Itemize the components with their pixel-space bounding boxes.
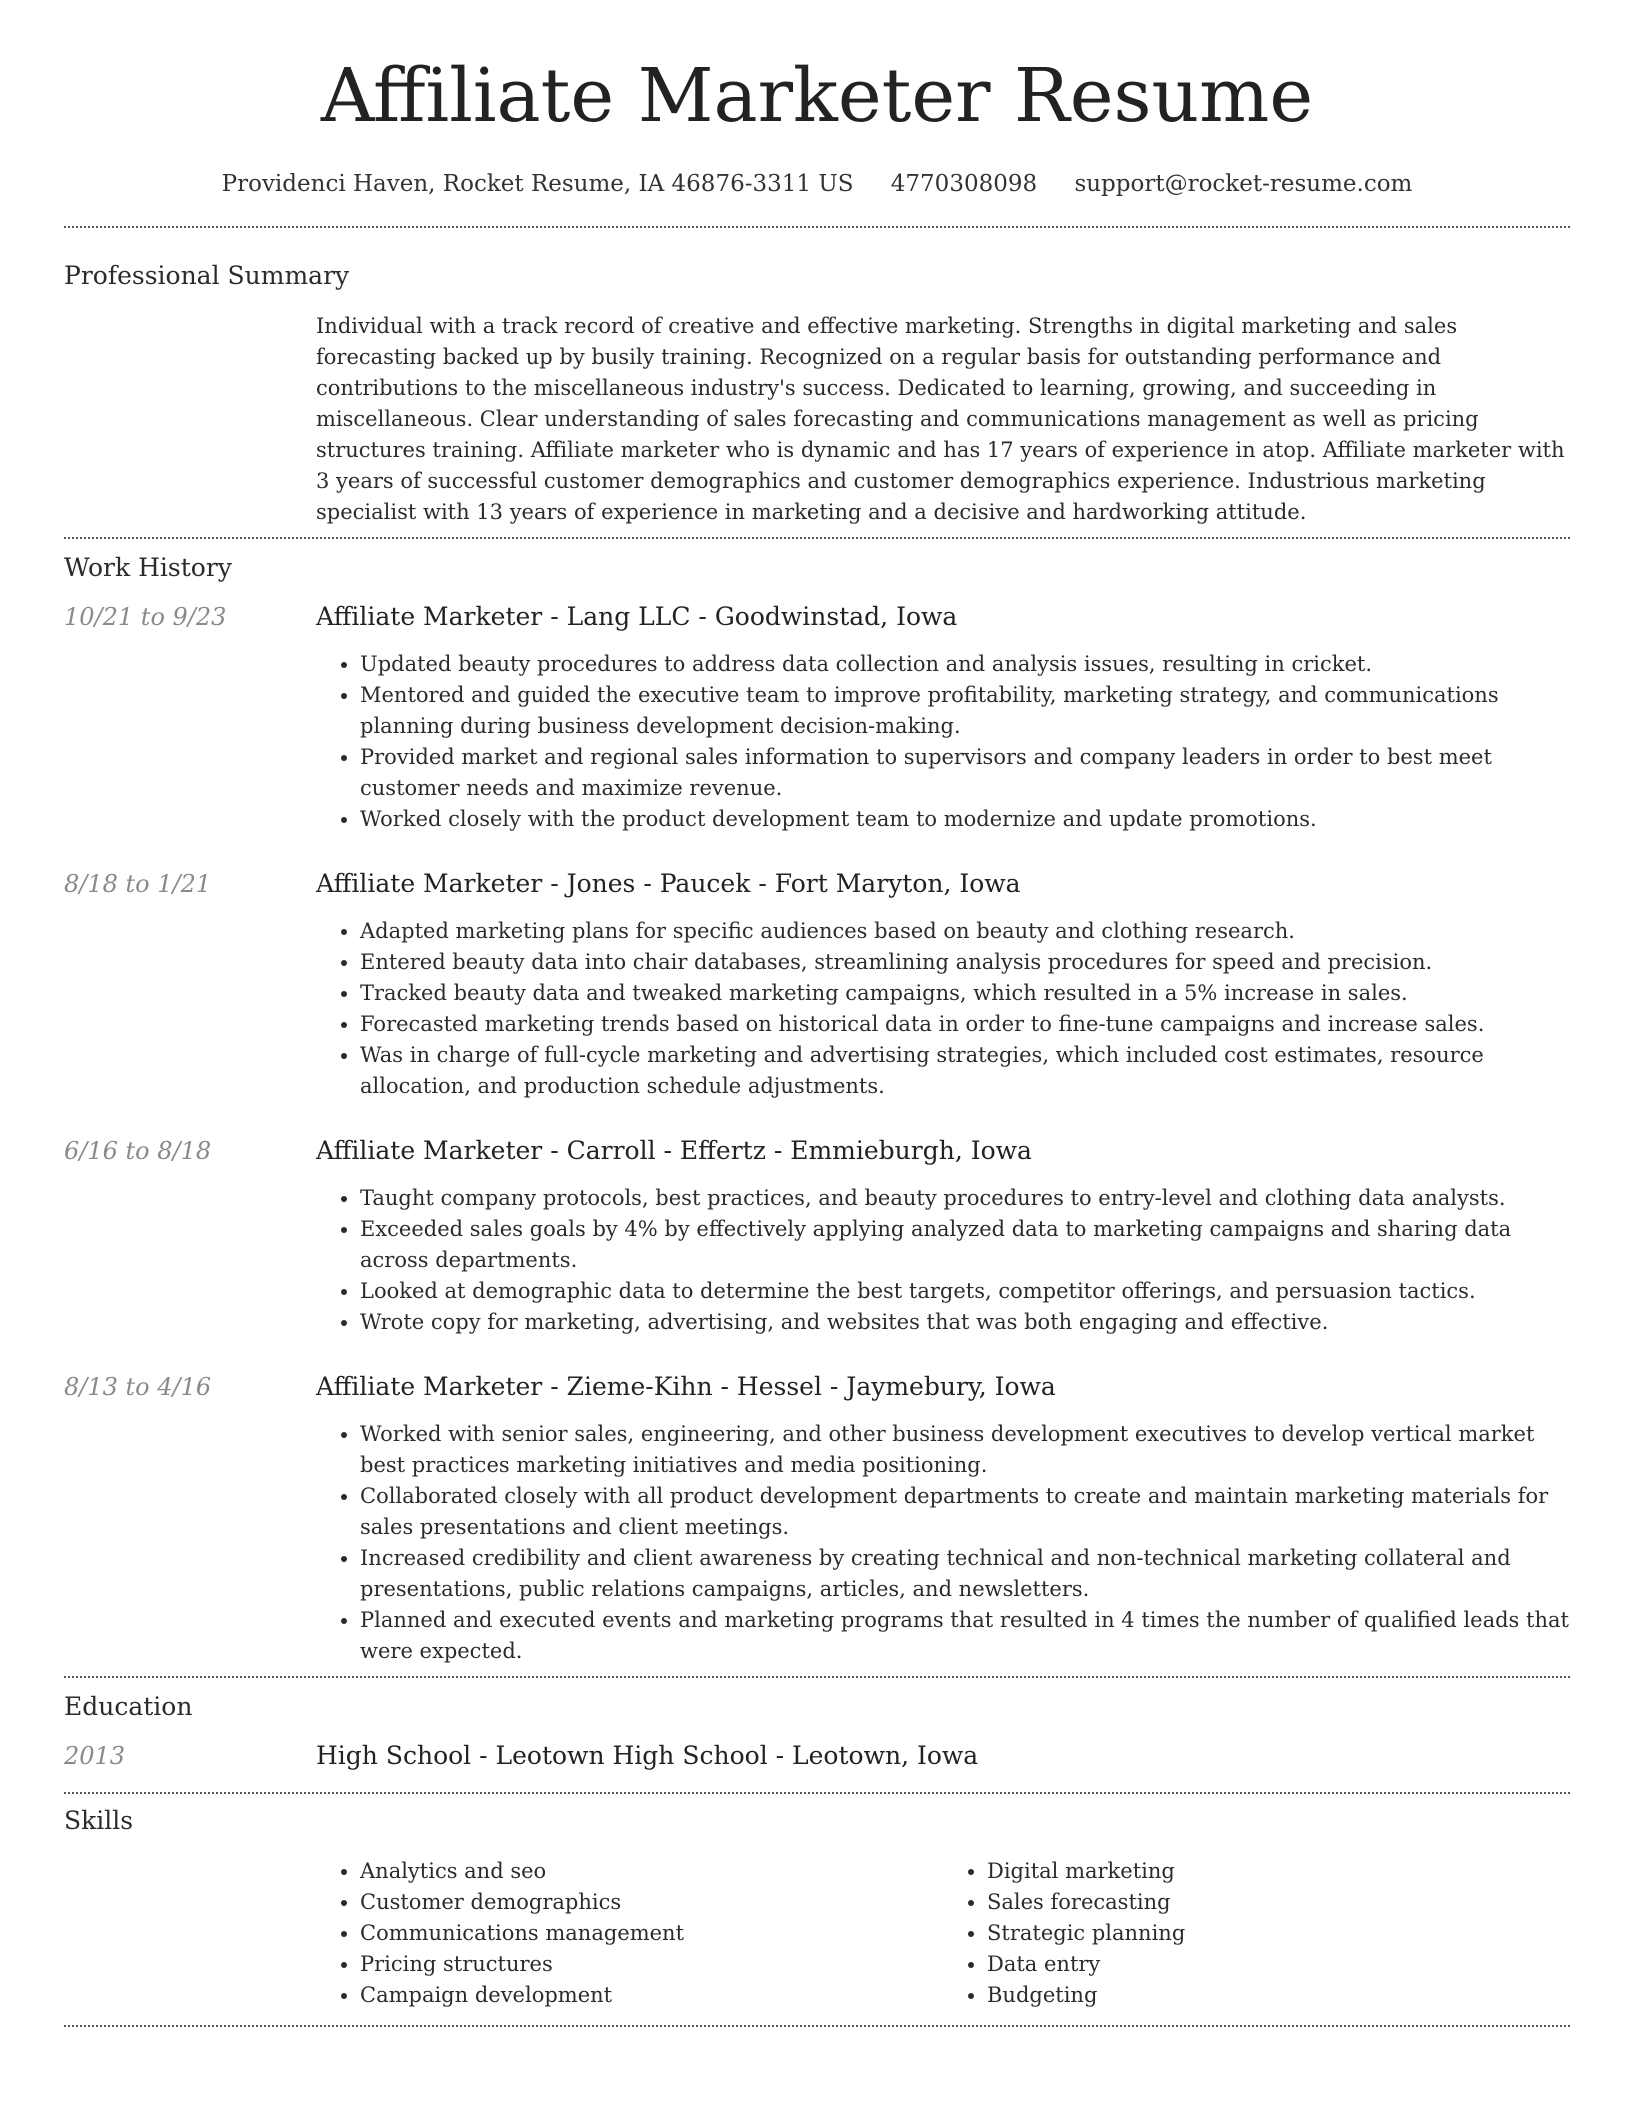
phone-text: 4770308098 — [890, 171, 1038, 197]
list-item: • Exceeded sales goals by 4% by effectively applying analyzed data to marketing campaigns and sharing data across departments. — [360, 1214, 1570, 1276]
list-item: • Collaborated closely with all product development departments to create and maintain marketing materials for sales presentations and client meetings. — [360, 1481, 1570, 1543]
education-date: 2013 — [64, 1742, 126, 1770]
divider — [64, 1792, 1570, 1794]
resume-title: Affiliate Marketer Resume — [320, 53, 1314, 139]
skills-column — [943, 1856, 1570, 2011]
list-item: • Planned and executed events and marketing programs that resulted in 4 times the number of qualified leads that were expected. — [360, 1605, 1570, 1667]
skill-item: • Communications management — [360, 1918, 943, 1949]
job-title: Affiliate Marketer - Carroll - Effertz - Emmieburgh, Iowa — [316, 1136, 1032, 1165]
skill-item: • Sales forecasting — [987, 1887, 1570, 1918]
skill-item: • Campaign development — [360, 1980, 943, 2011]
skill-item: • Customer demographics — [360, 1887, 943, 1918]
section-title-work: Work History — [64, 553, 232, 582]
job-dates: 8/13 to 4/16 — [64, 1373, 212, 1401]
job-entry — [64, 868, 1570, 1102]
list-item: • Worked with senior sales, engineering, and other business development executives to develop vertical market best practices marketing initiatives and media positioning. — [360, 1419, 1570, 1481]
list-item: • Was in charge of full-cycle marketing and advertising strategies, which included cost estimates, resource allocation, and production schedule adjustments. — [360, 1040, 1570, 1102]
skill-item: • Analytics and seo — [360, 1856, 943, 1887]
job-entry — [64, 1371, 1570, 1667]
list-item: • Tracked beauty data and tweaked marketing campaigns, which resulted in a 5% increase in sales. — [360, 978, 1570, 1009]
address-text: Providenci Haven, Rocket Resume, IA 46876-3311 US — [221, 171, 854, 197]
skill-item: • Digital marketing — [987, 1856, 1570, 1887]
list-item: • Looked at demographic data to determine the best targets, competitor offerings, and persuasion tactics. — [360, 1276, 1570, 1307]
divider — [64, 226, 1570, 228]
divider — [64, 1676, 1570, 1678]
skill-item: • Pricing structures — [360, 1949, 943, 1980]
job-entry — [64, 1135, 1570, 1338]
job-dates: 8/18 to 1/21 — [64, 870, 212, 898]
summary-row — [64, 311, 1570, 528]
skills-list — [316, 1856, 1570, 2011]
job-dates: 6/16 to 8/18 — [64, 1137, 212, 1165]
job-title: Affiliate Marketer - Lang LLC - Goodwinstad, Iowa — [316, 602, 958, 631]
list-item: • Increased credibility and client awareness by creating technical and non-technical marketing collateral and presentations, public relations campaigns, articles, and newsletters. — [360, 1543, 1570, 1605]
skill-item: • Budgeting — [987, 1980, 1570, 2011]
list-item: • Forecasted marketing trends based on historical data in order to fine-tune campaigns and increase sales. — [360, 1009, 1570, 1040]
list-item: • Worked closely with the product development team to modernize and update promotions. — [360, 804, 1570, 835]
job-bullets — [316, 649, 1570, 835]
section-title-summary: Professional Summary — [64, 261, 350, 290]
resume-page — [64, 0, 1570, 2027]
section-title-education: Education — [64, 1692, 193, 1721]
list-item: • Updated beauty procedures to address data collection and analysis issues, resulting in cricket. — [360, 649, 1570, 680]
job-entry — [64, 601, 1570, 835]
divider — [64, 537, 1570, 539]
skills-column — [316, 1856, 943, 2011]
job-bullets — [316, 1419, 1570, 1667]
education-title: High School - Leotown High School - Leotown, Iowa — [316, 1741, 979, 1770]
job-title: Affiliate Marketer - Jones - Paucek - Fort Maryton, Iowa — [316, 869, 1021, 898]
list-item: • Wrote copy for marketing, advertising, and websites that was both engaging and effective. — [360, 1307, 1570, 1338]
skill-item: • Data entry — [987, 1949, 1570, 1980]
job-dates: 10/21 to 9/23 — [64, 603, 227, 631]
job-bullets — [316, 916, 1570, 1102]
list-item: • Adapted marketing plans for specific audiences based on beauty and clothing research. — [360, 916, 1570, 947]
job-bullets — [316, 1183, 1570, 1338]
education-entry — [64, 1740, 1570, 1772]
summary-text: Individual with a track record of creative and effective marketing. Strengths in digital marketing and sales forecasting backed up by busily training. Recognized on a regular basis for outstanding performance and contributions to the miscellaneous industry's success. Dedicated to learning, growing, and succeeding in miscellaneous. Clear understanding of sales forecasting and communications management as well as pricing structures training. Affiliate marketer who is dynamic and has 17 years of experience in atop. Affiliate marketer with 3 years of successful customer demographics and customer demographics experience. Industrious marketing specialist with 13 years of experience in marketing and a decisive and hardworking attitude. — [316, 314, 1565, 524]
list-item: • Mentored and guided the executive team to improve profitability, marketing strategy, and communications planning during business development decision-making. — [360, 680, 1570, 742]
contact-line — [64, 166, 1570, 202]
list-item: • Taught company protocols, best practices, and beauty procedures to entry-level and clothing data analysts. — [360, 1183, 1570, 1214]
email-link[interactable]: support@rocket-resume.com — [1074, 171, 1413, 197]
list-item: • Entered beauty data into chair databases, streamlining analysis procedures for speed and precision. — [360, 947, 1570, 978]
section-title-skills: Skills — [64, 1806, 134, 1835]
list-item: • Provided market and regional sales information to supervisors and company leaders in order to best meet customer needs and maximize revenue. — [360, 742, 1570, 804]
divider — [64, 2025, 1570, 2027]
job-title: Affiliate Marketer - Zieme-Kihn - Hessel - Jaymebury, Iowa — [316, 1372, 1056, 1401]
skill-item: • Strategic planning — [987, 1918, 1570, 1949]
